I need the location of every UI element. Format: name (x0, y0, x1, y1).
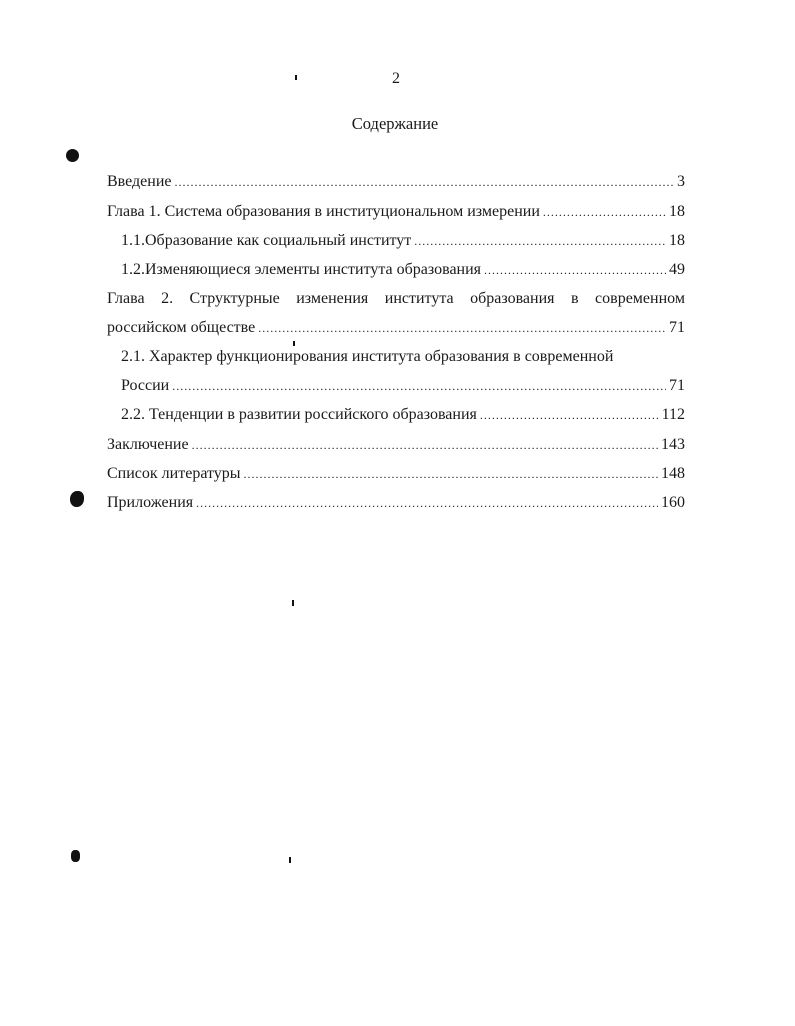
toc-entry-page: 71 (669, 377, 685, 394)
scan-hole-mark (66, 149, 79, 162)
scan-hole-mark (71, 850, 80, 862)
page-title: Содержание (351, 114, 439, 133)
toc-entry-label: Глава 1. Система образования в институциональном измерении (107, 203, 540, 220)
toc-entry-label: Введение (107, 173, 172, 190)
toc-entry-chapter-1 (107, 202, 685, 222)
toc-entry-section-1-1 (121, 231, 685, 251)
toc-entry-page: 18 (669, 232, 685, 249)
toc-entry-page: 71 (669, 319, 685, 336)
toc-entry-page: 148 (661, 465, 685, 482)
toc-entry-page: 49 (669, 261, 685, 278)
toc-entry-references (107, 464, 685, 484)
toc-entry-page: 143 (661, 436, 685, 453)
dot-leader (244, 464, 658, 484)
word: института (384, 290, 454, 307)
dot-leader (172, 376, 666, 396)
toc-entry-label: 2.2. Тенденции в развитии российского образования (121, 406, 477, 423)
toc-entry-introduction (107, 172, 685, 192)
toc-entry-label: Список литературы (107, 465, 241, 482)
toc-entry-section-1-2 (121, 260, 685, 280)
toc-entry-label: Заключение (107, 436, 189, 453)
dot-leader (480, 405, 659, 425)
scan-speck (293, 341, 295, 346)
word: 2. (161, 290, 174, 307)
scan-hole-mark (70, 491, 84, 507)
word: изменения (296, 290, 369, 307)
dot-leader (196, 493, 658, 513)
toc-entry-appendix (107, 493, 685, 513)
toc-entry-section-2-1-line-1: 2.1. Характер функционирования института образования в современной (121, 348, 614, 365)
dot-leader (484, 260, 666, 280)
scan-speck (292, 600, 294, 606)
word: Глава (107, 290, 145, 307)
word: в (570, 290, 579, 307)
toc-entry-conclusion (107, 435, 685, 455)
word: современном (595, 290, 685, 307)
dot-leader (175, 172, 675, 192)
toc-entry-label: 1.2.Изменяющиеся элементы института образования (121, 261, 482, 278)
word: Структурные (189, 290, 280, 307)
scan-speck (295, 75, 297, 80)
toc-entry-chapter-2-line-1 (107, 289, 685, 309)
toc-entry-page: 112 (661, 406, 685, 423)
toc-entry-section-2-2 (121, 405, 685, 425)
toc-entry-label: России (121, 377, 170, 394)
page-number: 2 (392, 70, 400, 87)
toc-entry-chapter-2-line-2 (107, 318, 685, 338)
toc-entry-label: 1.1.Образование как социальный институт (121, 232, 412, 249)
toc-entry-section-2-1-line-2 (121, 376, 685, 396)
dot-leader (258, 318, 666, 338)
toc-entry-label: российском обществе (107, 319, 256, 336)
toc-entry-page: 160 (661, 494, 685, 511)
dot-leader (414, 231, 666, 251)
toc-entry-label: Приложения (107, 494, 194, 511)
dot-leader (192, 435, 658, 455)
word: образования (470, 290, 555, 307)
toc-entry-page: 3 (677, 173, 685, 190)
dot-leader (543, 202, 666, 222)
toc-entry-page: 18 (669, 203, 685, 220)
scan-speck (289, 857, 291, 863)
